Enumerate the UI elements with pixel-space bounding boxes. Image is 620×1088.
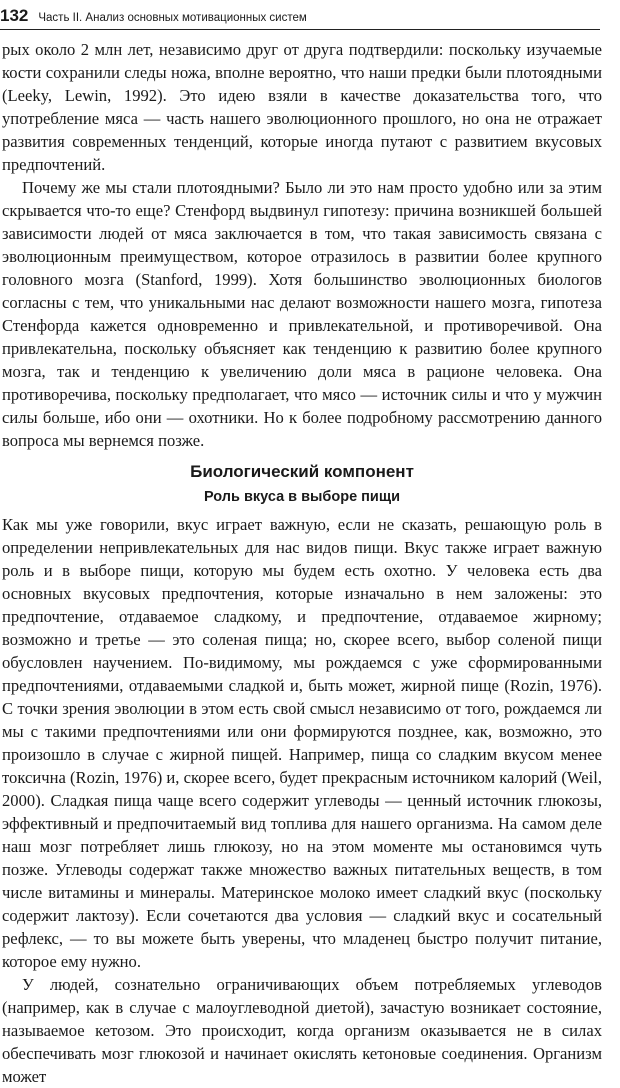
paragraph-continuation: рых около 2 млн лет, независимо друг от друга подтвердили: поскольку изучаемые кости сохранили следы ножа, вполне вероятно, что наши предки были плотоядными (Leeky, Lewin, 1992). Это идею взяли в качестве доказательства того, что употребление мяса — часть нашего эволюционного прошлого, но она не отражает развития современных тенденций, которые иногда путают с развитием вкусовых предпочтений. [2,40,602,174]
page-body [2,38,602,1088]
subsection-heading: Роль вкуса в выборе пищи [204,489,400,505]
section-heading: Биологический компонент [190,462,414,481]
paragraph: У людей, сознательно ограничивающих объем потребляемых углеводов (например, как в случае с малоуглеводной диетой), зачастую возникает состояние, называемое кетозом. Это происходит, когда организм оказывается не в силах обеспечивать мозг глюкозой и начинает окислять кетоновые соединения. Организм может [2,975,602,1086]
paragraph: Как мы уже говорили, вкус играет важную, если не сказать, решающую роль в определении непривлекательных для нас видов пищи. Вкус также играет важную роль и в выборе пищи, которую мы будем есть охотно. У человека есть два основных вкусовых предпочтения, которые изначально в нем заложены: это предпочтение, отдаваемое сладкому, и предпочтение, отдаваемое жирному; возможно и третье — это соленая пища; но, скорее всего, выбор соленой пищи обусловлен научением. По-видимому, мы рождаемся с уже сформированными предпочтениями, отдаваемыми сладкой и, быть может, жирной пище (Rozin, 1976). С точки зрения эволюции в этом есть свой смысл независимо от того, рождаемся ли мы с такими предпочтениями или они формируются позднее, как, возможно, это произошло в случае с жирной пищей. Например, пища со сладким вкусом менее токсична (Rozin, 1976) и, скорее всего, будет прекрасным источником калорий (Weil, 2000). Сладкая пища чаще всего содержит углеводы — ценный источник глюкозы, эффективный и предпочитаемый вид топлива для нашего организма. На самом деле наш мозг потребляет лишь глюкозу, но на этом моменте мы остановимся чуть позже. Углеводы содержат также множество важных питательных веществ, в том числе витамины и минералы. Материнское молоко имеет сладкий вкус (поскольку содержит лактозу). Если сочетаются два условия — сладкий вкус и сосательный рефлекс, — то вы можете быть уверены, что младенец быстро получит питание, которое ему нужно. [2,515,602,971]
page-header [0,6,600,30]
running-head: Часть II. Анализ основных мотивационных систем [38,12,307,24]
paragraph: Почему же мы стали плотоядными? Было ли это нам просто удобно или за этим скрывается что-то еще? Стенфорд выдвинул гипотезу: причина возникшей большей зависимости людей от мяса заключается в том, что такая зависимость связана с эволюционным преимуществом, которое отразилось в развитии более крупного головного мозга (Stanford, 1999). Хотя большинство эволюционных биологов согласны с тем, что уникальными нас делают возможности нашего мозга, гипотеза Стенфорда кажется одновременно и привлекательной, и противоречивой. Она привлекательна, поскольку объясняет как тенденцию к развитию более крупного мозга, так и тенденцию к увеличению доли мяса в рационе человека. Она противоречива, поскольку предполагает, что мясо — источник силы и что у мужчин силы больше, ибо они — охотники. Но к более подробному рассмотрению данного вопроса мы вернемся позже. [2,178,602,450]
page-number: 132 [0,6,29,25]
